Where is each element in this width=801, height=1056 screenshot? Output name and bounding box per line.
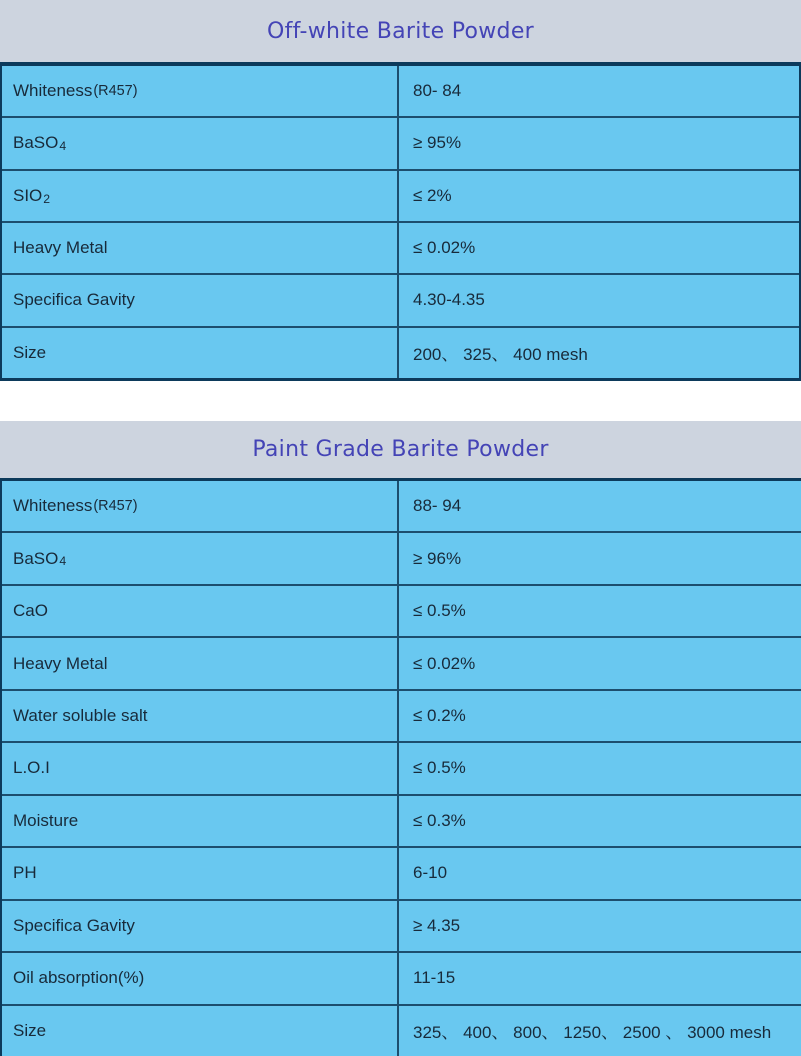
table-row: [2, 66, 799, 118]
spec-name-subscript: 4: [59, 139, 67, 154]
spec-name: [2, 796, 399, 846]
spec-value: 325、 400、 800、 1250、 2500 、 3000 mesh: [413, 1023, 772, 1043]
table-row: [2, 901, 801, 953]
spec-name-text: Water soluble salt: [13, 706, 148, 726]
spec-name-text: Heavy Metal: [13, 238, 108, 258]
spec-name-text: Moisture: [13, 810, 79, 830]
spec-name-text: SIO: [13, 185, 43, 205]
spec-name-text: Heavy Metal: [13, 653, 108, 673]
spec-name: [2, 586, 399, 636]
spec-value: ≤ 0.02%: [413, 238, 476, 258]
spec-value: 88- 94: [413, 496, 462, 516]
table-row: [2, 171, 799, 223]
table-row: [2, 533, 801, 585]
spec-name-subscript: 4: [59, 554, 67, 569]
spec-name: [2, 691, 399, 741]
table-row: [2, 223, 799, 275]
spec-name-suffix: (R457): [93, 498, 138, 515]
spec-name-text: Specifica Gavity: [13, 290, 135, 310]
table2-header: [0, 421, 801, 478]
spec-name-text: Oil absorption(%): [13, 968, 145, 988]
spec-name: [2, 223, 399, 273]
spec-name-text: BaSO: [13, 133, 59, 153]
spec-value: 6-10: [413, 863, 448, 883]
spec-name: [2, 328, 399, 378]
spec-name: [2, 848, 399, 898]
spec-name-text: CaO: [13, 601, 48, 621]
spec-name: [2, 481, 399, 531]
spec-name: [2, 901, 399, 951]
spec-name-text: Size: [13, 1020, 47, 1040]
spec-name-subscript: 2: [43, 191, 51, 206]
spec-name-text: Whiteness: [13, 496, 93, 516]
spec-name-text: Whiteness: [13, 81, 93, 101]
spec-value: ≤ 0.02%: [413, 653, 476, 673]
spec-name: [2, 638, 399, 688]
table-row: [2, 796, 801, 848]
spec-value: ≤ 0.3%: [413, 810, 466, 830]
table-row: [2, 691, 801, 743]
table1-offwhite-barite: [0, 62, 801, 381]
spec-value: ≥ 96%: [413, 548, 462, 568]
spec-value: 4.30-4.35: [413, 290, 485, 310]
table1-title: Off-white Barite Powder: [266, 18, 534, 44]
spec-name: [2, 171, 399, 221]
spec-value: ≤ 0.5%: [413, 758, 466, 778]
table-row: [2, 275, 799, 327]
spec-value: ≥ 4.35: [413, 915, 461, 935]
table-row: [2, 586, 801, 638]
spec-name-text: BaSO: [13, 548, 59, 568]
spec-name: [2, 953, 399, 1003]
spec-name-text: Specifica Gavity: [13, 915, 135, 935]
table1-header: [0, 0, 801, 62]
table-row: [2, 118, 799, 170]
spec-value: ≥ 95%: [413, 133, 462, 153]
table-row: [2, 848, 801, 900]
spec-name-text: PH: [13, 863, 37, 883]
spec-name: [2, 66, 399, 116]
spec-name-text: L.O.I: [13, 758, 50, 778]
spec-name: [2, 1006, 399, 1056]
table-row: [2, 638, 801, 690]
table-row: [2, 1006, 801, 1056]
spec-value: ≤ 0.2%: [413, 706, 466, 726]
table2-title: Paint Grade Barite Powder: [252, 437, 549, 462]
spec-value: ≤ 2%: [413, 185, 452, 205]
table-row: [2, 481, 801, 533]
table-row: [2, 743, 801, 795]
spec-value: 11-15: [413, 968, 456, 988]
table-row: [2, 328, 799, 378]
spec-value: 80- 84: [413, 81, 462, 101]
spec-name: [2, 743, 399, 793]
table2-paint-grade-barite: [0, 478, 801, 1056]
spec-value: ≤ 0.5%: [413, 601, 466, 621]
spec-value: 200、 325、 400 mesh: [413, 345, 588, 365]
spec-name: [2, 275, 399, 325]
spec-name: [2, 118, 399, 168]
spec-name-suffix: (R457): [93, 83, 138, 100]
spec-name: [2, 533, 399, 583]
spec-name-text: Size: [13, 342, 47, 362]
table-row: [2, 953, 801, 1005]
